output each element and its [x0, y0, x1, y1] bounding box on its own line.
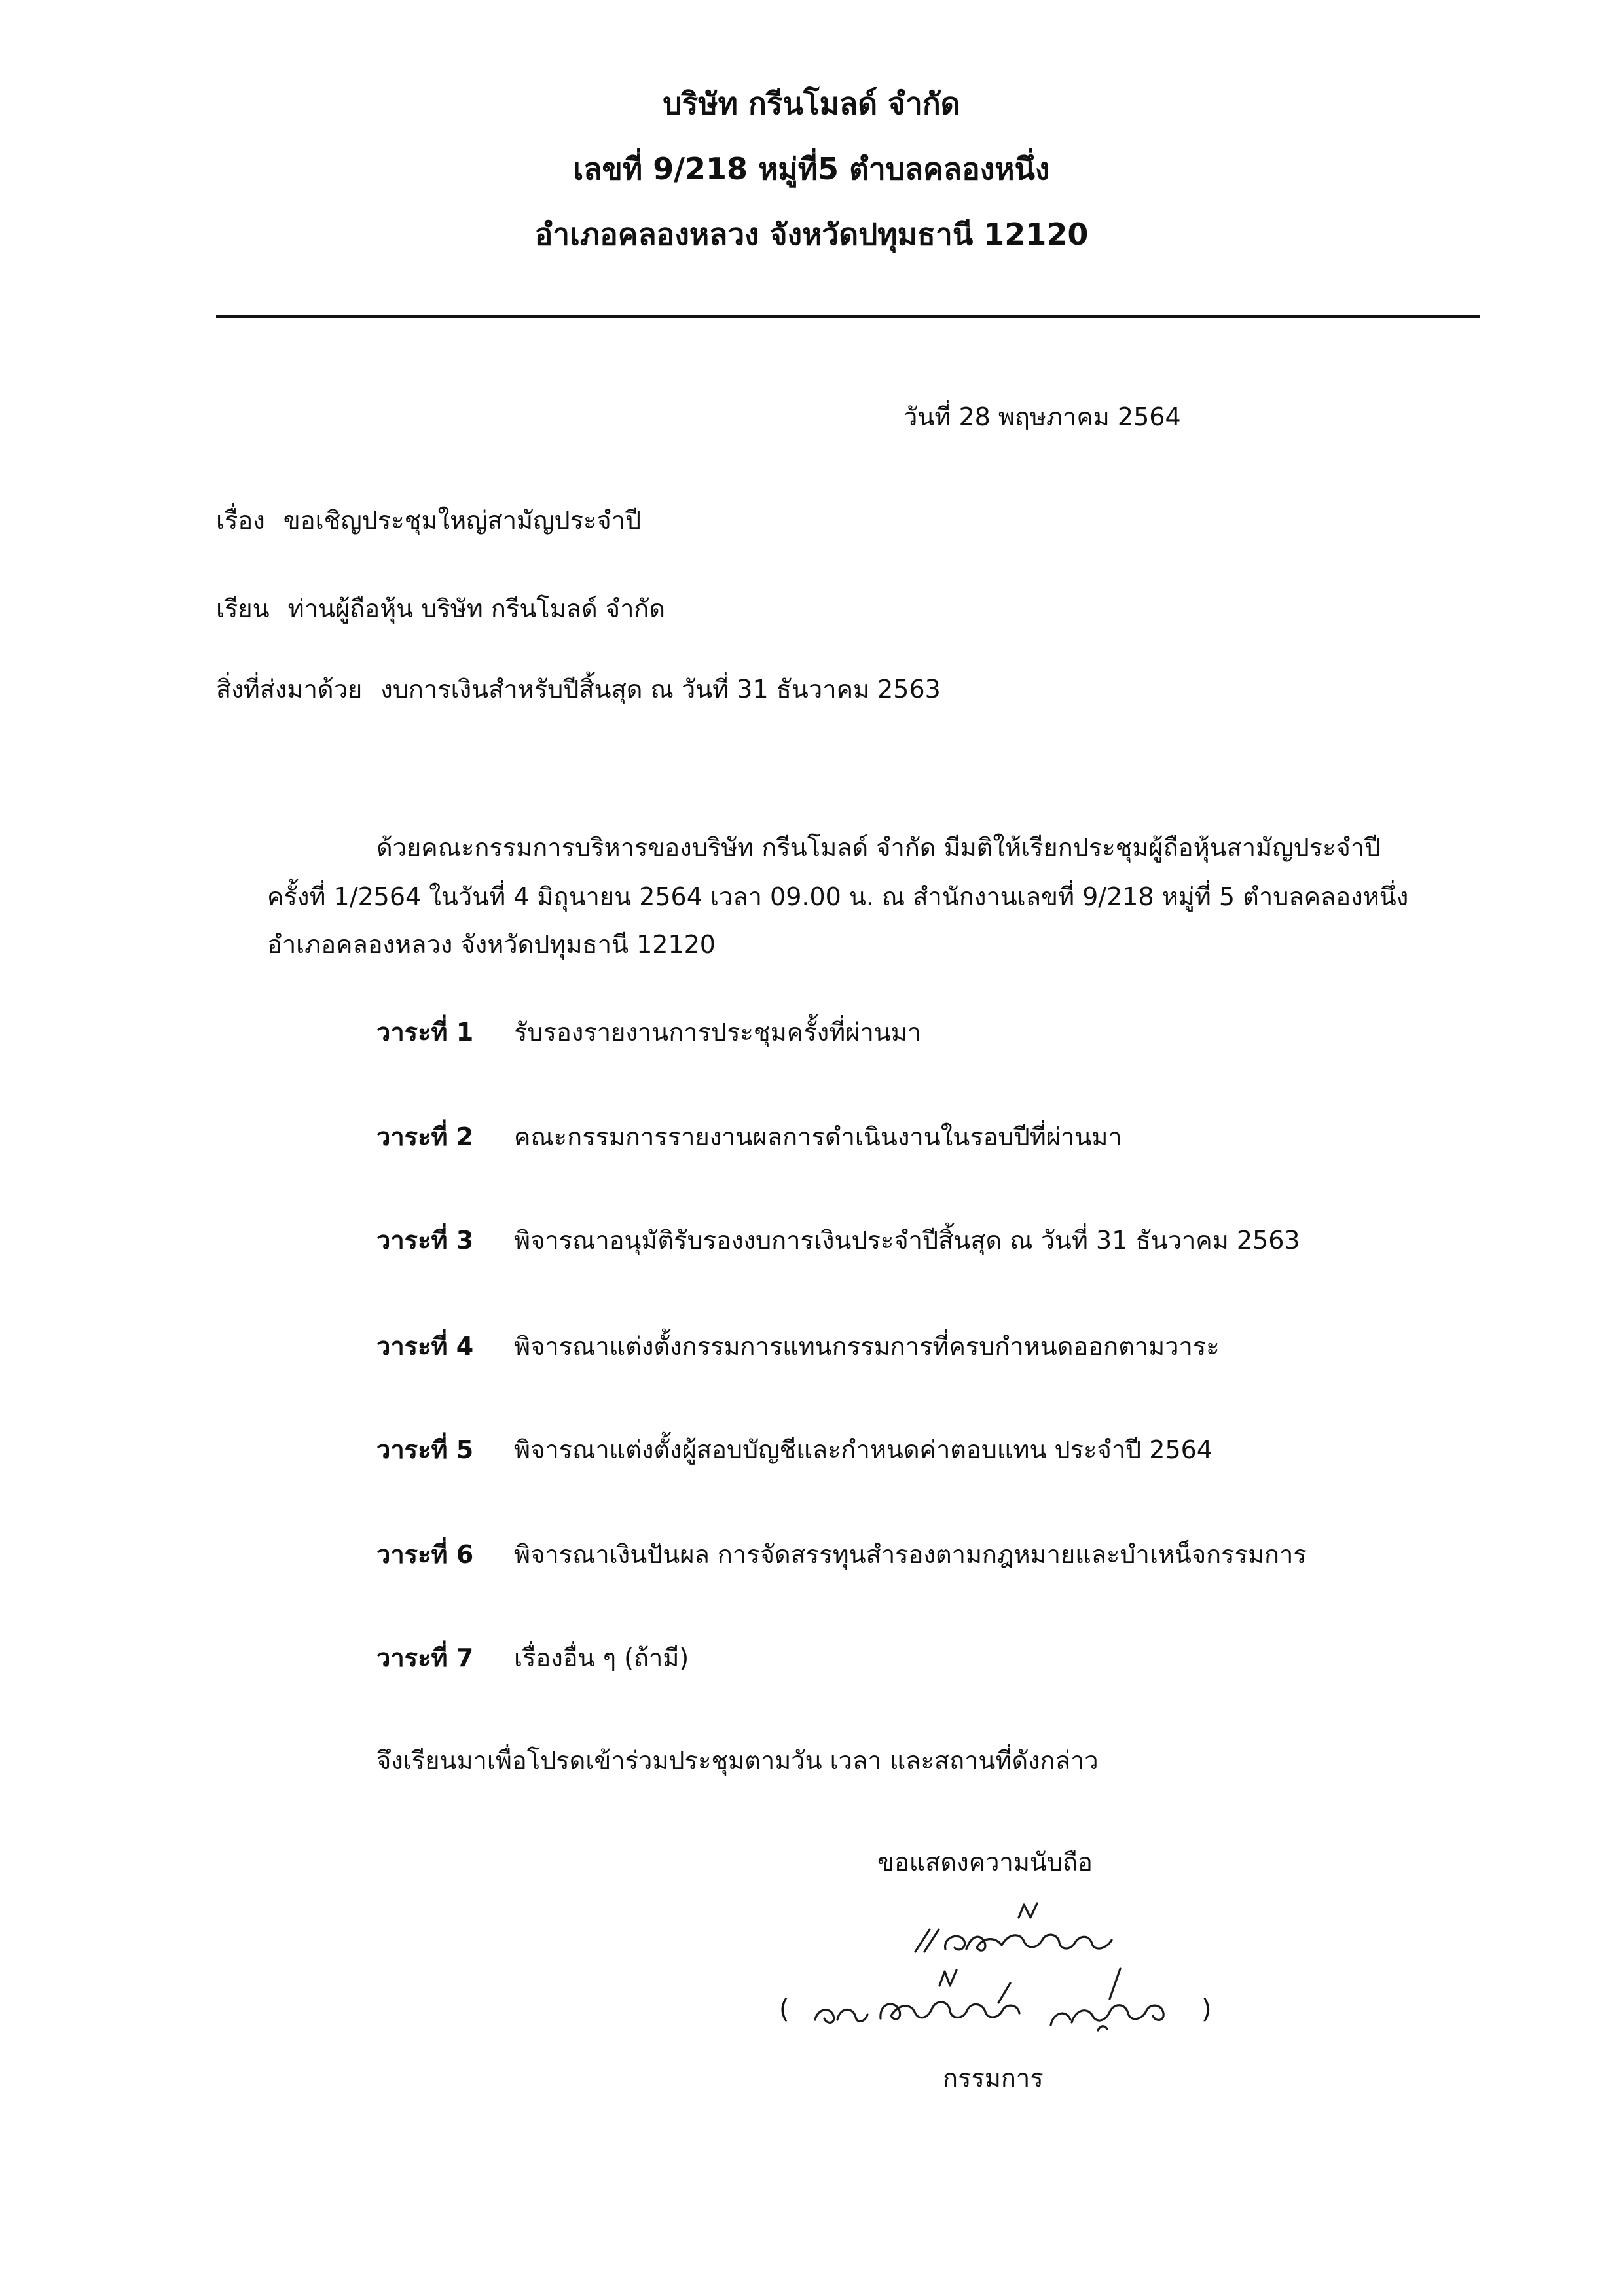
enclosure-value: งบการเงินสำหรับปีสิ้นสุด ณ วันที่ 31 ธันวาคม 2563 [380, 675, 941, 704]
agenda-item-label: วาระที่ 6 [376, 1540, 474, 1569]
enclosure-line [216, 673, 941, 706]
agenda-item [376, 1330, 1220, 1363]
body-paragraph-line-1: ด้วยคณะกรรมการบริหารของบริษัท กรีนโมลด์ จำกัด มีมติให้เรียกประชุมผู้ถือหุ้นสามัญประจำปี [376, 833, 1381, 862]
agenda-item-label: วาระที่ 3 [376, 1226, 474, 1255]
recipient-label: เรียน [216, 594, 270, 623]
company-name: บริษัท กรีนโมลด์ จำกัด [663, 86, 960, 121]
agenda-item-text: พิจารณาแต่งตั้งกรรมการแทนกรรมการที่ครบกำหนดออกตามวาระ [514, 1332, 1220, 1361]
signatory-title: กรรมการ [943, 2064, 1044, 2092]
closing-text: จึงเรียนมาเพื่อโปรดเข้าร่วมประชุมตามวัน เวลา และสถานที่ดังกล่าว [376, 1746, 1099, 1775]
regards-text: ขอแสดงความนับถือ [877, 1848, 1093, 1876]
body-paragraph-line-2: ครั้งที่ 1/2564 ในวันที่ 4 มิถุนายน 2564 เวลา 09.00 น. ณ สำนักงานเลขที่ 9/218 หมู่ที่ 5 ตำบลคลองหนึ่ง [267, 882, 1409, 911]
company-address-line-2: อำเภอคลองหลวง จังหวัดปทุมธานี 12120 [534, 217, 1089, 252]
enclosure-label: สิ่งที่ส่งมาด้วย [216, 675, 363, 704]
agenda-item-text: พิจารณาอนุมัติรับรองงบการเงินประจำปีสิ้นสุด ณ วันที่ 31 ธันวาคม 2563 [514, 1226, 1300, 1255]
agenda-item [376, 1641, 689, 1674]
subject-label: เรื่อง [216, 506, 265, 535]
recipient-line [216, 592, 665, 625]
signatory-paren-close: ) [1201, 1994, 1212, 2024]
agenda-item-label: วาระที่ 5 [376, 1435, 474, 1464]
body-paragraph-line-3: อำเภอคลองหลวง จังหวัดปทุมธานี 12120 [267, 930, 716, 959]
agenda-item-text: เรื่องอื่น ๆ (ถ้ามี) [514, 1643, 689, 1672]
agenda-item [376, 1538, 1307, 1571]
header-divider [216, 315, 1480, 318]
company-address-line-1: เลขที่ 9/218 หมู่ที่5 ตำบลคลองหนึ่ง [573, 151, 1050, 187]
subject-line [216, 504, 641, 537]
agenda-item [376, 1016, 921, 1049]
agenda-item [376, 1121, 1122, 1153]
agenda-item [376, 1433, 1213, 1466]
agenda-item-label: วาระที่ 2 [376, 1122, 474, 1151]
agenda-item-text: คณะกรรมการรายงานผลการดำเนินงานในรอบปีที่ผ่านมา [514, 1122, 1122, 1151]
signatory-paren-open: ( [779, 1994, 790, 2024]
agenda-item-label: วาระที่ 1 [376, 1018, 474, 1047]
agenda-item-text: พิจารณาเงินปันผล การจัดสรรทุนสำรองตามกฎหมายและบำเหน็จกรรมการ [514, 1540, 1307, 1569]
agenda-item-text: พิจารณาแต่งตั้งผู้สอบบัญชีและกำหนดค่าตอบแทน ประจำปี 2564 [514, 1435, 1213, 1464]
handwritten-signature-upper [903, 1892, 1139, 1964]
agenda-item-text: รับรองรายงานการประชุมครั้งที่ผ่านมา [514, 1018, 922, 1047]
agenda-item-label: วาระที่ 7 [376, 1643, 474, 1672]
agenda-item [376, 1224, 1300, 1257]
handwritten-signature-name [802, 1957, 1195, 2036]
letter-date: วันที่ 28 พฤษภาคม 2564 [903, 403, 1181, 431]
recipient-value: ท่านผู้ถือหุ้น บริษัท กรีนโมลด์ จำกัด [287, 594, 666, 623]
subject-value: ขอเชิญประชุมใหญ่สามัญประจำปี [283, 506, 642, 535]
agenda-item-label: วาระที่ 4 [376, 1332, 474, 1361]
